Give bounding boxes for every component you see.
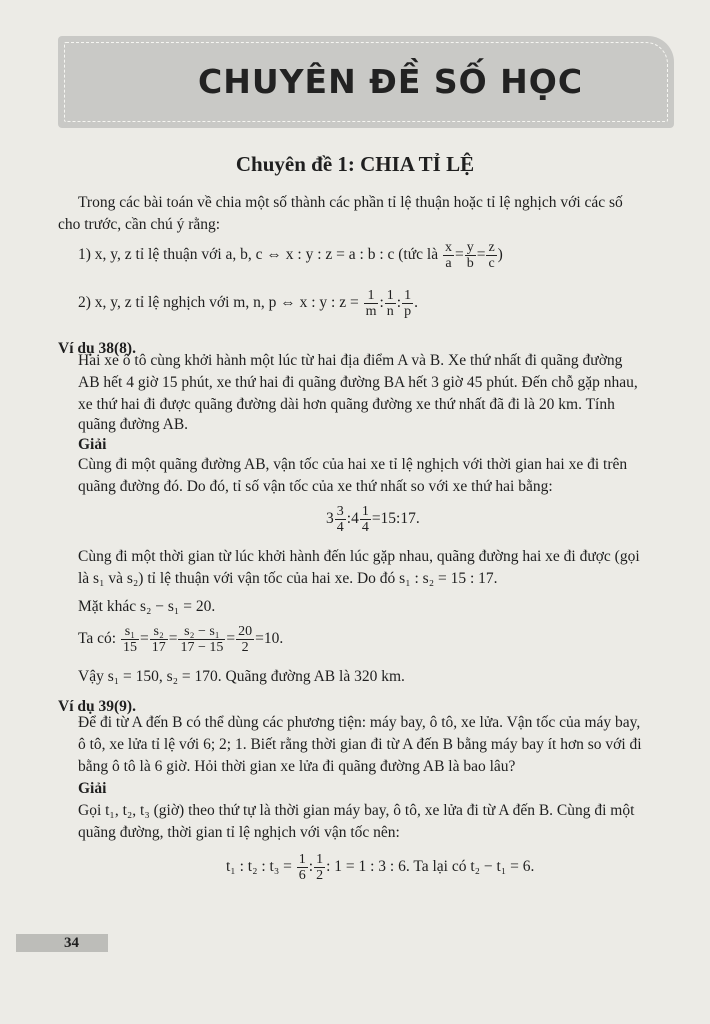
fraction-s1-15: $\frac{\text{s₁}}{15}$ xyxy=(122,624,137,655)
ex38-conclusion: Vậy s₁ = 150, s₂ = 170. Quãng đường AB là 320 km. xyxy=(78,668,405,685)
fraction-x-a: $\frac{x}{a}$ xyxy=(444,240,452,271)
ex38-equation-ta-co: Ta có: $\frac{\text{s₁}}{15}$ = $\frac{\text{s₂}}{17}$ = $\frac{\text{s₂ − s₁}}{17 - 15}$ = $\frac{20}{2}$ =10. xyxy=(78,624,284,655)
item1-close: ) xyxy=(497,246,503,264)
ex39-solution-label: Giải xyxy=(78,780,107,797)
fraction-1-2: $\frac{1}{2}$ xyxy=(316,852,324,883)
fraction-20-2: $\frac{20}{2}$ xyxy=(238,624,253,655)
fraction-diff: $\frac{\text{s₂ − s₁}}{17 - 15}$ xyxy=(180,624,224,655)
banner-title: CHUYÊN ĐỀ SỐ HỌC xyxy=(198,62,584,101)
chapter-banner xyxy=(58,36,674,128)
ratio-result: =15:17. xyxy=(371,510,420,528)
item2-text: 2) x, y, z tỉ lệ nghịch với m, n, p ⇔ x : y : z = xyxy=(78,294,359,312)
ex38-solution-line-3: Cùng đi một thời gian từ lúc khởi hành đến lúc gặp nhau, quãng đường hai xe đi được (gọi xyxy=(78,548,640,565)
ex38-solution-line-2: quãng đường đó. Do đó, tỉ số vận tốc của xe thứ nhất so với xe thứ hai bằng: xyxy=(78,478,553,495)
ex39-problem-line-1: Để đi từ A đến B có thể dùng các phương tiện: máy bay, ô tô, xe lửa. Vận tốc của máy bay, xyxy=(78,714,641,731)
fraction-1-6: $\frac{1}{6}$ xyxy=(298,852,306,883)
example-39-heading: Ví dụ 39(9). xyxy=(58,698,136,715)
ex39-solution-line-1: Gọi t₁, t₂, t₃ (giờ) theo thứ tự là thời gian máy bay, ô tô, xe lửa đi từ A đến B. Cùng đi một xyxy=(78,802,635,819)
example-38-heading: Ví dụ 38(8). xyxy=(58,340,136,357)
ex39-time-equation: t₁ : t₂ : t₃ = $\frac{1}{6}$ : $\frac{1}{2}$ : 1 = 1 : 3 : 6. Ta lại có t₂ − t₁ = 6. xyxy=(226,852,535,883)
equation-result: =10. xyxy=(255,630,284,648)
ex39-problem-line-2: ô tô, xe lửa tỉ lệ với 6; 2; 1. Biết rằng thời gian đi từ A đến B bằng máy bay ít hơn so với đi xyxy=(78,736,642,753)
ex38-solution-line-4: là s₁ và s₂) tỉ lệ thuận với vận tốc của hai xe. Do đó s₁ : s₂ = 15 : 17. xyxy=(78,570,498,587)
page-number-bar xyxy=(16,934,108,952)
ex38-ratio-equation: 3 $\frac{3}{4}$ :4 $\frac{1}{4}$ =15:17. xyxy=(326,504,420,535)
intro-line-1: Trong các bài toán về chia một số thành các phần tỉ lệ thuận hoặc tỉ lệ nghịch với các số xyxy=(78,194,623,211)
ex38-solution-line-5: Mặt khác s₂ − s₁ = 20. xyxy=(78,598,216,615)
mixed-number-3-3-4: 3 $\frac{3}{4}$ xyxy=(326,504,344,535)
ex38-solution-label: Giải xyxy=(78,436,107,453)
fraction-1-p: $\frac{1}{p}$ xyxy=(404,288,412,319)
item1-text: 1) x, y, z tỉ lệ thuận với a, b, c ⇔ x : y : z = a : b : c (tức là xyxy=(78,246,439,264)
ta-co-label: Ta có: xyxy=(78,630,117,648)
chapter-title: Chuyên đề 1: CHIA TỈ LỆ xyxy=(235,152,475,176)
intro-line-2: cho trước, cần chú ý rằng: xyxy=(58,216,221,233)
ex39-problem-line-3: bằng ô tô là 6 giờ. Hỏi thời gian xe lửa đi quãng đường AB là bao lâu? xyxy=(78,758,516,775)
item2-end: . xyxy=(414,294,418,312)
ex38-solution-line-1: Cùng đi một quãng đường AB, vận tốc của hai xe tỉ lệ nghịch với thời gian hai xe đi trên xyxy=(78,456,628,473)
fraction-1-n: $\frac{1}{n}$ xyxy=(386,288,394,319)
ex38-problem-line-2: AB hết 4 giờ 15 phút, xe thứ hai đi quãng đường BA hết 3 giờ 45 phút. Đến chỗ gặp nhau, xyxy=(78,374,638,391)
fraction-y-b: $\frac{y}{b}$ xyxy=(466,240,474,271)
time-ratio-result: : 1 = 1 : 3 : 6. Ta lại có t₂ − t₁ = 6. xyxy=(326,858,535,876)
fraction-1-m: $\frac{1}{m}$ xyxy=(365,288,377,319)
ex39-solution-line-2: quãng đường, thời gian tỉ lệ nghịch với vận tốc nên: xyxy=(78,824,400,841)
intro-item-1: 1) x, y, z tỉ lệ thuận với a, b, c ⇔ x : y : z = a : b : c (tức là $\frac{x}{a}$ = $\frac{y}{b}$ = $\frac{z}{c}$ ) xyxy=(78,240,503,271)
fraction-z-c: $\frac{z}{c}$ xyxy=(488,240,495,271)
ex38-problem-line-1: Hai xe ô tô cùng khởi hành một lúc từ hai địa điểm A và B. Xe thứ nhất đi quãng đường xyxy=(78,352,623,369)
ex38-problem-line-3: xe thứ hai đi được quãng đường dài hơn quãng đường xe thứ nhất đã đi là 20 km. Tính xyxy=(78,396,615,413)
intro-item-2: 2) x, y, z tỉ lệ nghịch với m, n, p ⇔ x : y : z = $\frac{1}{m}$ : $\frac{1}{n}$ : $\frac{1}{p}$ . xyxy=(78,288,418,319)
fraction-s2-17: $\frac{\text{s₂}}{17}$ xyxy=(151,624,166,655)
mixed-number-4-1-4: 4 $\frac{1}{4}$ xyxy=(351,504,369,535)
page-number: 34 xyxy=(64,935,79,951)
ex38-problem-line-4: quãng đường AB. xyxy=(78,416,189,433)
time-ratio-label: t₁ : t₂ : t₃ = xyxy=(226,858,292,876)
